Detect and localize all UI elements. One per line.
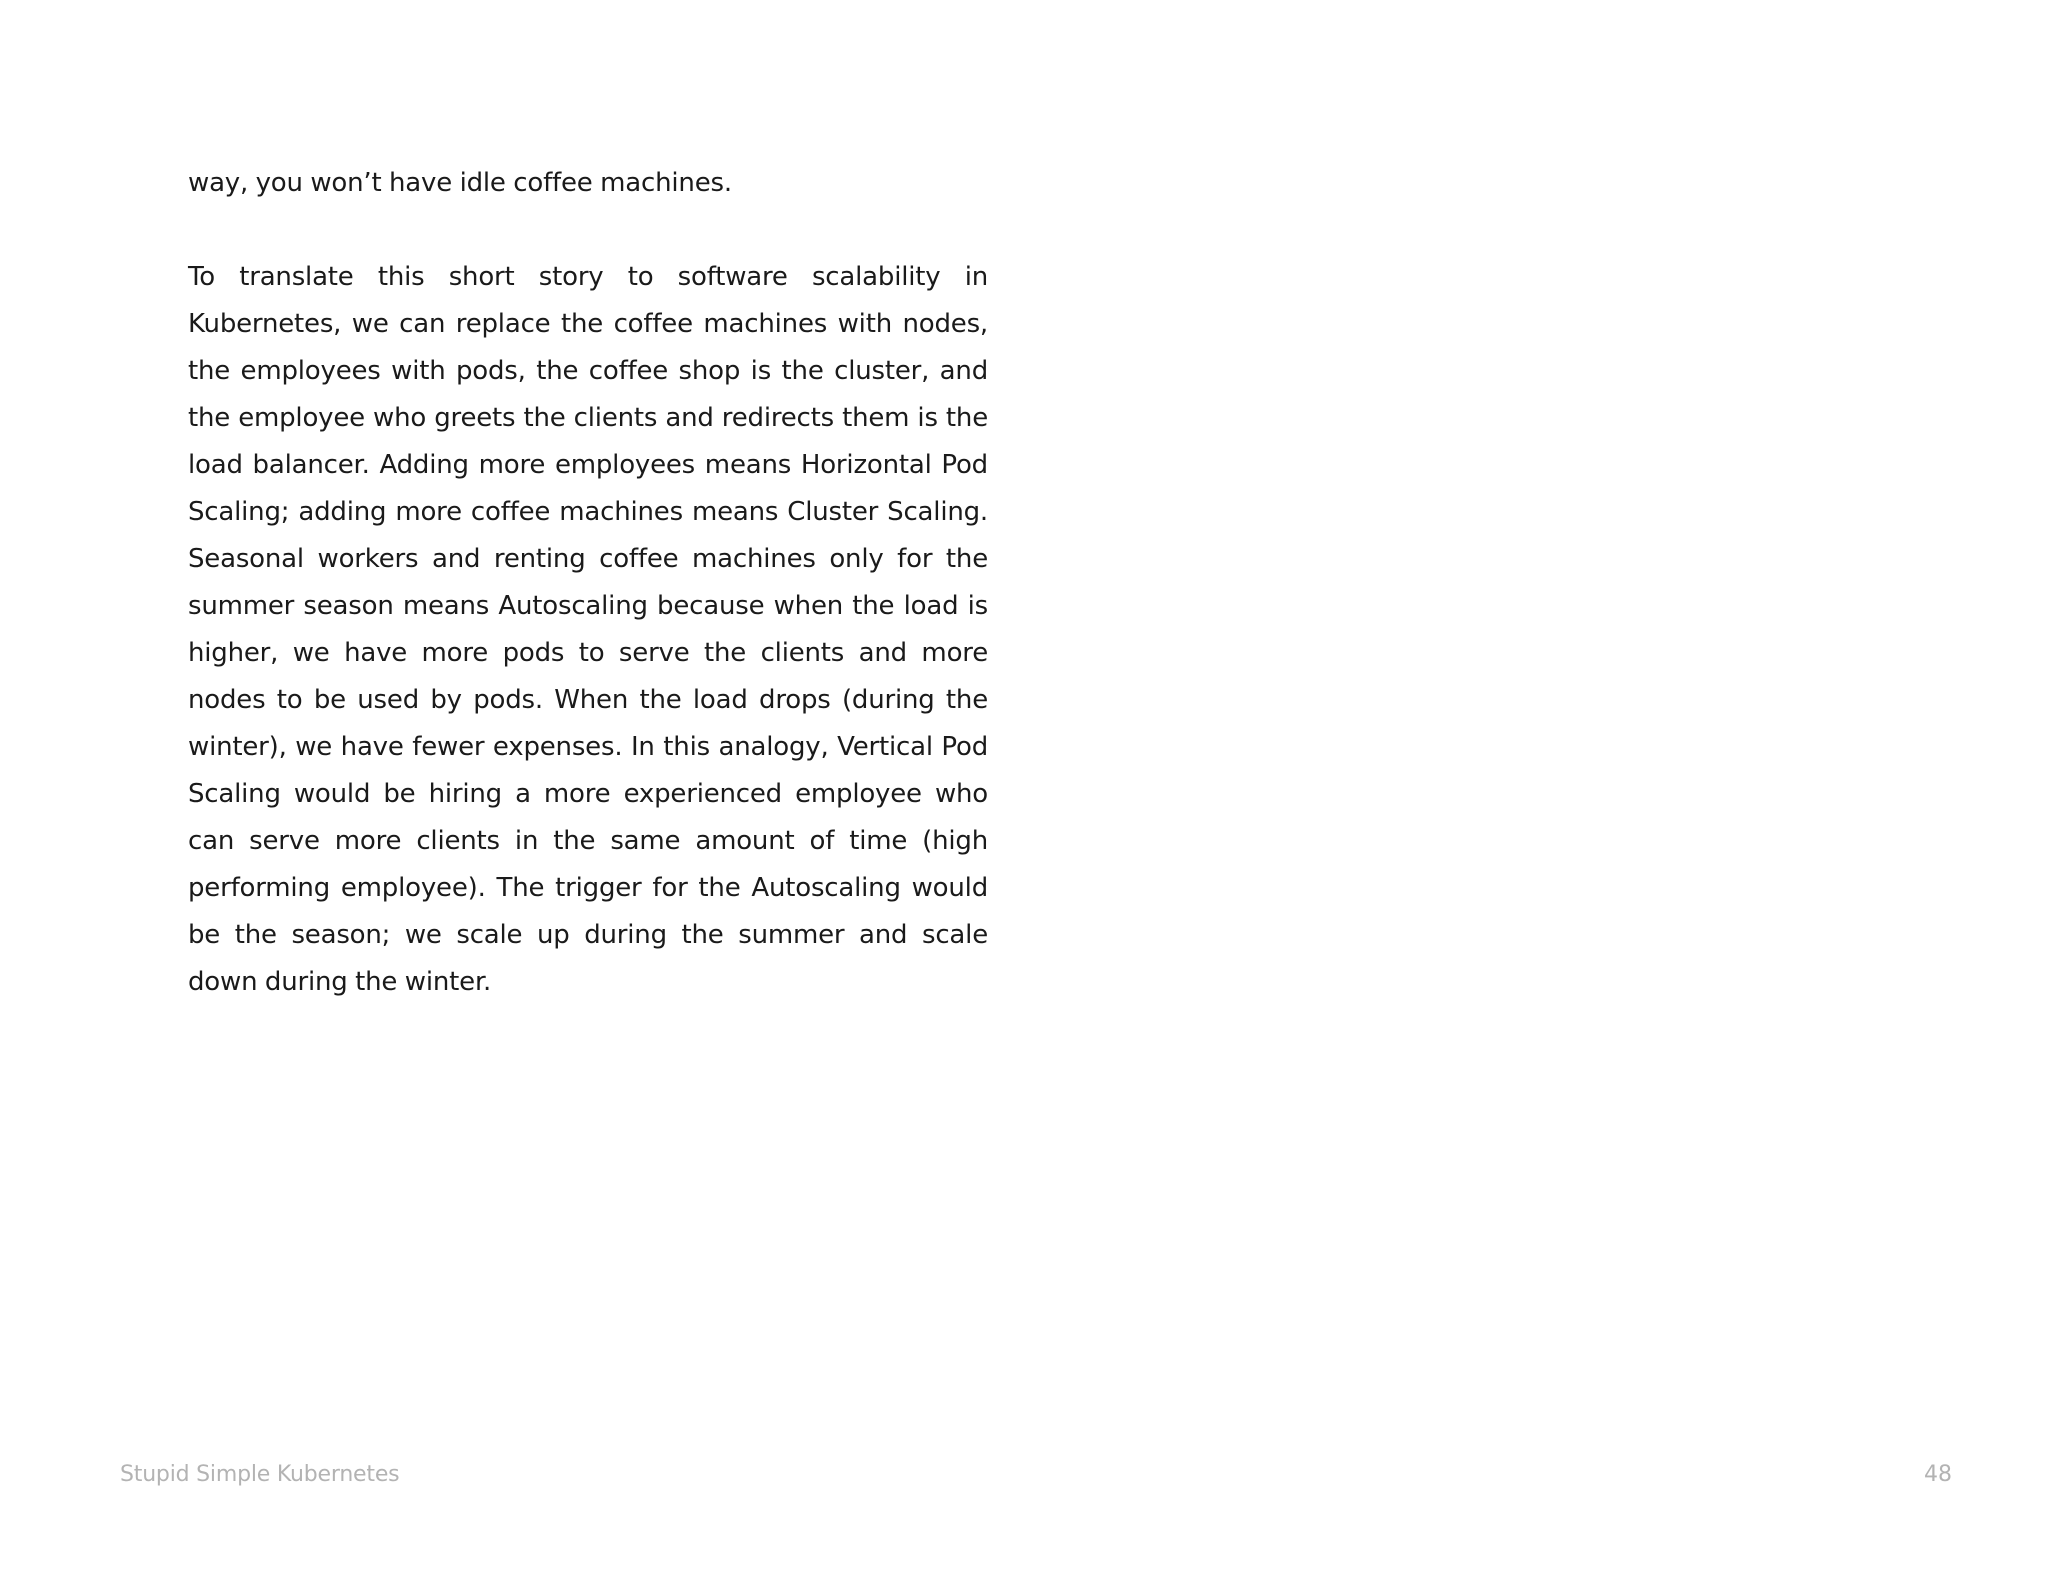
paragraph-continuation: way, you won’t have idle coffee machines. — [188, 168, 732, 198]
paragraph-analogy: To translate this short story to software scalability in Kubernetes, we can replace the coffee machines with nodes, the employees with pods, the coffee shop is the cluster, and the employee who greets the clients and redirects them is the load balancer. Adding more employees means Horizontal Pod Scaling; adding more coffee machines means Cluster Scaling. Seasonal workers and renting coffee machines only for the summer season means Autoscaling because when the load is higher, we have more pods to serve the clients and more nodes to be used by pods. When the load drops (during the winter), we have fewer expenses. In this analogy, Vertical Pod Scaling would be hiring a more experienced employee who can serve more clients in the same amount of time (high performing employee). The trigger for the Autoscaling would be the season; we scale up during the summer and scale down during the winter. — [188, 262, 988, 997]
footer-book-title: Stupid Simple Kubernetes — [120, 1462, 400, 1487]
footer-page-number: 48 — [1924, 1462, 1952, 1487]
body-text — [188, 160, 988, 1006]
